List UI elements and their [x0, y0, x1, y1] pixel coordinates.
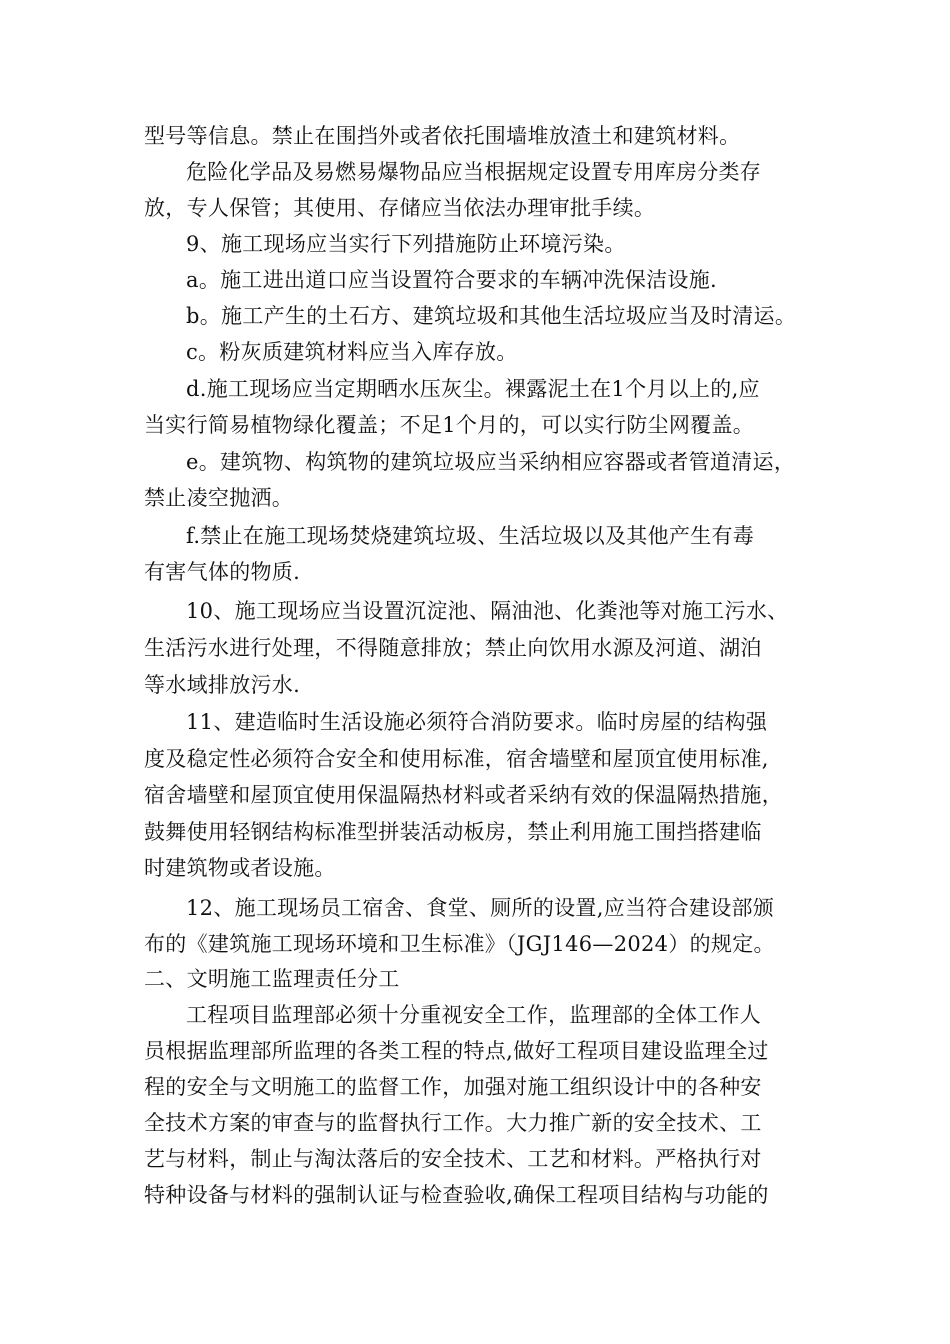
text-line: 禁止凌空抛洒。 — [144, 486, 294, 510]
text-line: 生活污水进行处理，不得随意排放；禁止向饮用水源及河道、湖泊 — [144, 636, 762, 660]
text-line: 全技术方案的审查与的监督执行工作。大力推广新的安全技术、工 — [144, 1111, 762, 1135]
text-line: 度及稳定性必须符合安全和使用标准，宿舍墙壁和屋顶宜使用标准, — [144, 747, 769, 771]
text-line: 11、建造临时生活设施必须符合消防要求。临时房屋的结构强 — [186, 710, 768, 734]
text-line: f.禁止在施工现场焚烧建筑垃圾、生活垃圾以及其他产生有毒 — [186, 524, 755, 548]
text-line: 工程项目监理部必须十分重视安全工作，监理部的全体工作人 — [186, 1003, 762, 1027]
text-line: 放，专人保管；其使用、存储应当依法办理审批手续。 — [144, 196, 656, 220]
text-line: e。建筑物、构筑物的建筑垃圾应当采纳相应容器或者管道清运， — [186, 450, 796, 474]
text-line: d.施工现场应当定期晒水压灰尘。裸露泥土在1个月以上的,应 — [186, 377, 760, 401]
text-line: 艺与材料，制止与淘汰落后的安全技术、工艺和材料。严格执行对 — [144, 1147, 762, 1171]
text-line: 10、施工现场应当设置沉淀池、隔油池、化粪池等对施工污水、 — [186, 599, 789, 623]
text-line: 时建筑物或者设施。 — [144, 856, 336, 880]
text-line: 9、施工现场应当实行下列措施防止环境污染。 — [186, 232, 626, 256]
text-line: 布的《建筑施工现场环境和卫生标准》（JGJ146—2024）的规定。 — [144, 932, 775, 956]
text-line: 12、施工现场员工宿舍、食堂、厕所的设置,应当符合建设部颁 — [186, 896, 775, 920]
text-line: 当实行简易植物绿化覆盖；不足1个月的，可以实行防尘网覆盖。 — [144, 413, 755, 437]
text-line: 鼓舞使用轻钢结构标准型拼装活动板房，禁止利用施工围挡搭建临 — [144, 820, 762, 844]
section-heading: 二、文明施工监理责任分工 — [144, 967, 400, 991]
text-line: 程的安全与文明施工的监督工作，加强对施工组织设计中的各种安 — [144, 1075, 762, 1099]
text-line: 特种设备与材料的强制认证与检查验收,确保工程项目结构与功能的 — [144, 1183, 769, 1207]
text-line: 宿舍墙壁和屋顶宜使用保温隔热材料或者采纳有效的保温隔热措施， — [144, 783, 783, 807]
text-line: 等水域排放污水. — [144, 673, 301, 697]
text-line: 有害气体的物质. — [144, 560, 301, 584]
text-line: 危险化学品及易燃易爆物品应当根据规定设置专用库房分类存 — [186, 160, 762, 184]
text-line: c。粉灰质建筑材料应当入库存放。 — [186, 340, 518, 364]
text-line: b。施工产生的土石方、建筑垃圾和其他生活垃圾应当及时清运。 — [186, 304, 797, 328]
text-line: 型号等信息。禁止在围挡外或者依托围墙堆放渣土和建筑材料。 — [144, 124, 741, 148]
text-line: 员根据监理部所监理的各类工程的特点,做好工程项目建设监理全过 — [144, 1039, 769, 1063]
text-line: a。施工进出道口应当设置符合要求的车辆冲洗保洁设施. — [186, 268, 717, 292]
